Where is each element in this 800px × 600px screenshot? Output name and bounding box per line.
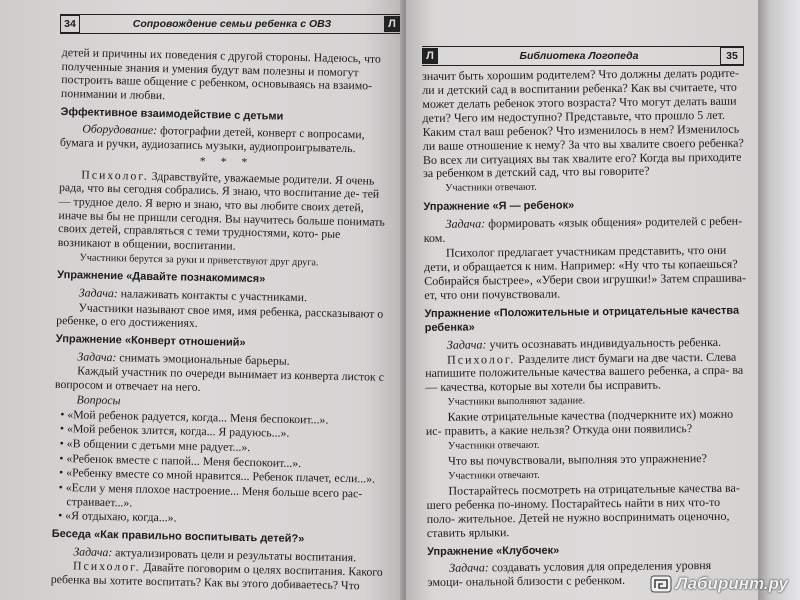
paragraph-text: Участники отвечают. xyxy=(448,469,540,482)
paragraph-text: Участники выполняют задание. xyxy=(447,395,586,409)
paragraph-text: снимать эмоциональные барьеры. xyxy=(116,349,290,368)
paragraph xyxy=(58,167,394,256)
paragraph xyxy=(424,215,746,246)
paragraph-text: Разделите лист бумаги на две части. Слева напишите положительные качества вашего ребенка, а спра- ва — качества, которые вы хотели бы исправить. xyxy=(425,349,744,395)
paragraph-text: создавать условия для определения уровня эмоци- ональной близости с ребенком. xyxy=(427,558,712,590)
paragraph-text: Участники берутся за руки и приветствуют друг друга. xyxy=(79,252,319,269)
paragraph-text: Психолог предлагает участникам представить, что они дети, и обращается к ним. Например: «Ну что ты копаешься? Собирайся быстрее», «Убери свои игрушки!» Затем спрашива- ет, что они почувствовали. xyxy=(423,242,747,302)
right-page-number: 35 xyxy=(720,47,744,65)
speaker-label: Психолог. xyxy=(72,558,141,575)
left-running-title: Сопровождение семьи ребенка с ОВЗ xyxy=(132,18,332,30)
paragraph-text: Участники отвечают. xyxy=(445,182,537,195)
paragraph-text: • «Мой ребенок радуется, когда... Меня беспокоит...». xyxy=(60,406,329,427)
paragraph-text: • «Я отдыхаю, когда...». xyxy=(58,508,177,525)
paragraph-lead: Задача: xyxy=(446,336,487,352)
paragraph-text: актуализировать цели и результаты воспитания. xyxy=(112,544,357,564)
speaker-label: Психолог. xyxy=(446,351,516,367)
paragraph-text: Упражнение «Давайте познакомимся» xyxy=(57,269,266,286)
section-heading xyxy=(424,304,746,335)
paragraph-text: Давайте поговорим о целях воспитания. Какого ребенка вы хотите воспитать? Как вы этого добиваетесь? Что xyxy=(50,560,383,593)
paragraph xyxy=(426,481,749,540)
paragraph-text: Упражнение «Положительные и отрицательные качества ребенка» xyxy=(424,304,740,334)
section-heading xyxy=(423,198,745,215)
paragraph-text: • «Ребенку вместе со мной нравится... Ребенок плачет, если...». xyxy=(58,465,376,486)
paragraph-text: Здравствуйте, уважаемые родители. Я очень рада, что вы сегодня собрались. Я знаю, что воспитание де- тей — трудное дело. Я верю и знаю, что вы любите своих детей, иначе вы бы не пришли сегодня. Вы научитесь больше понимать своих детей, справляться с теми трудностями, кото- рые возникают в общении, воспитании. xyxy=(57,168,386,253)
watermark-text: Лабиринт.ру xyxy=(675,574,788,593)
right-corner-mark: Л xyxy=(422,48,438,64)
paragraph-text: Участники отвечают. xyxy=(447,439,540,452)
paragraph-text: Упражнение «Конверт отношений» xyxy=(55,332,246,349)
paragraph-text: детей и причины их поведения с другой стороны. Надеюсь, что полученные знания и умения будут вам полезны и помогут построить ваше общение с ребенком, основываясь на взаимо- понимании и любви. xyxy=(60,45,382,103)
right-text-column xyxy=(422,67,749,592)
paragraph-text: • «Ребенок вместе с папой... Меня беспокоит...». xyxy=(59,450,302,470)
stage-direction xyxy=(445,179,745,196)
paragraph xyxy=(56,301,391,335)
paragraph-text: формировать «язык общения» родителей с ребен- ком. xyxy=(423,213,743,246)
paragraph-text: Что вы почувствовали, выполняя это упражнение? xyxy=(448,451,707,468)
paragraph-text: налаживать контакты с участниками. xyxy=(117,286,308,305)
paragraph-text: • «Мой ребенок злится, когда... Я радуюсь...». xyxy=(59,421,290,441)
left-running-header xyxy=(60,14,400,34)
right-running-header xyxy=(422,46,744,66)
paragraph-lead: Задача: xyxy=(445,216,486,231)
paragraph-text: Эффективное взаимодействие с детьми xyxy=(60,105,284,123)
paragraph-lead: Задача: xyxy=(78,285,118,301)
paragraph-text: Участники называют свое имя, имя ребенка, рассказывают о ребенке, о его достижениях. xyxy=(56,300,384,331)
paragraph-text: Упражнение «Клубочек» xyxy=(426,544,560,558)
paragraph xyxy=(51,559,386,593)
paragraph-text: Вопросы xyxy=(76,392,121,408)
paragraph-text: учить осознавать индивидуальность ребенка. xyxy=(486,334,722,351)
section-heading xyxy=(427,542,749,559)
paragraph-text: * * * xyxy=(199,153,254,169)
paragraph-lead: Оборудование: xyxy=(82,121,158,138)
paragraph xyxy=(424,244,747,303)
paragraph-lead: Задача: xyxy=(449,560,489,576)
watermark xyxy=(650,574,788,594)
paragraph xyxy=(60,122,395,156)
paragraph-text: • «В общении с детьми мне радует...». xyxy=(59,435,251,454)
page-edge-background xyxy=(758,0,800,600)
paragraph xyxy=(422,67,745,182)
paragraph xyxy=(426,408,748,439)
left-text-column xyxy=(51,46,396,595)
left-page-number: 34 xyxy=(60,15,80,33)
paragraph-text: Какие отрицательные качества (подчеркните их) можно ис- править, а какие нельзя? Откуда они появились? xyxy=(425,406,734,439)
paragraph-text: • «Если у меня плохое настроение... Меня больше всего рас- страивает...». xyxy=(58,479,363,510)
paragraph xyxy=(61,46,396,108)
paragraph-text: Постарайтесь посмотреть на отрицательные качества ва- шего ребенка по-иному. Постарайтесь найти в них что-то поло- жительное. Детей не нужно воспринимать оценочно, ставить ярлыки. xyxy=(426,480,740,540)
right-running-title: Библиотека Логопеда xyxy=(519,50,639,62)
speaker-label: Психолог. xyxy=(81,166,149,183)
paragraph-lead: Задача: xyxy=(73,544,113,559)
paragraph-lead: Задача: xyxy=(77,349,117,364)
paragraph-text: фотографии детей, конверт с вопросами, бумага и ручки, аудиозапись музыки, аудиопроигрыватель. xyxy=(59,123,365,156)
paragraph-text: Беседа «Как правильно воспитывать детей?» xyxy=(51,527,305,546)
paragraph xyxy=(425,350,747,395)
paragraph-text: значит быть хорошим родителем? Что должны делать родите- ли и детский сад в воспитании ребенка? Как вы считаете, что может делать ребенок этого возраста? Что могут делать ваши дети? Чего им недоступно? Представьте, что прошло 5 лет. Каким стал ваш ребенок? Что изменилось в нем? Изменилось ли ваше отношение к нему? За что вы хвалите своего ребенка? Во всех ли ситуациях вы так хвалите его? Когда вы приходите за ребенком в детский сад, что вы говорите? xyxy=(421,65,744,181)
paragraph-text: Упражнение «Я — ребенок» xyxy=(423,199,575,214)
labyrinth-logo-icon xyxy=(650,575,672,593)
left-corner-mark: Л xyxy=(384,16,400,32)
paragraph-text: Каждый участник по очереди вынимает из конверта листок с вопросом и отвечает на него. xyxy=(54,363,385,395)
